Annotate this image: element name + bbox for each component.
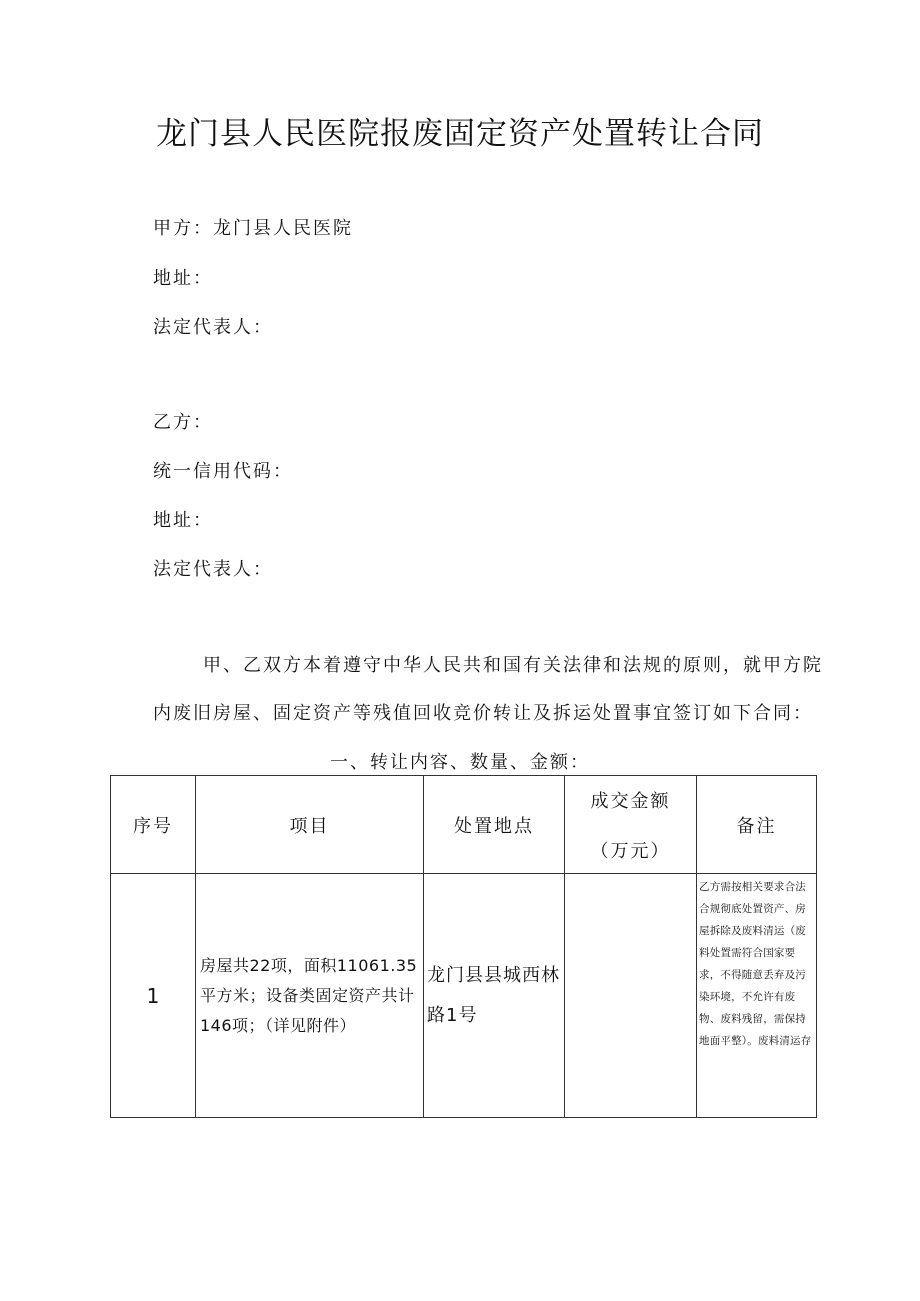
header-amount-label: 成交金额 [590, 790, 671, 812]
party-a-legal-rep-label: 法定代表人： [153, 317, 273, 338]
header-amount-unit: （万元） [590, 840, 671, 862]
row-item: 房屋共22项，面积11061.35平方米；设备类固定资产共计146项；（详见附件） [196, 874, 424, 1118]
transfer-table [110, 775, 817, 1118]
intro-line-1: 甲、乙双方本着遵守中华人民共和国有关法律和法规的原则，就甲方院 [203, 655, 823, 676]
row-remarks [697, 874, 817, 1118]
party-b-legal-rep-label: 法定代表人： [153, 559, 273, 580]
row-seq: 1 [111, 874, 196, 1118]
intro-line-2: 内废旧房屋、固定资产等残值回收竞价转让及拆运处置事宜签订如下合同： [153, 703, 813, 724]
party-a-name: 甲方：龙门县人民医院 [153, 218, 353, 239]
table-header-row [111, 776, 817, 874]
row-amount [565, 874, 697, 1118]
row-remarks-text: 乙方需按相关要求合法合规彻底处置资产、房屋拆除及废料清运（废料处置需符合国家要求，不得随意丢弃及污染环境，不允许有废物、废料残留，需保持地面平整）。废料清运存 [699, 881, 812, 1047]
header-location: 处置地点 [424, 776, 565, 874]
document-title: 龙门县人民医院报废固定资产处置转让合同 [156, 116, 764, 152]
row-location: 龙门县县城西林路1号 [424, 874, 565, 1118]
header-item: 项目 [196, 776, 424, 874]
party-b-address-label: 地址： [153, 510, 213, 531]
header-amount [565, 776, 697, 874]
party-b-name: 乙方： [153, 412, 213, 433]
header-remarks: 备注 [697, 776, 817, 874]
section-1-heading: 一、转让内容、数量、金额： [330, 752, 590, 773]
header-seq: 序号 [111, 776, 196, 874]
table-row [111, 874, 817, 1118]
party-b-credit-code-label: 统一信用代码： [153, 461, 293, 482]
party-a-address-label: 地址： [153, 268, 213, 289]
